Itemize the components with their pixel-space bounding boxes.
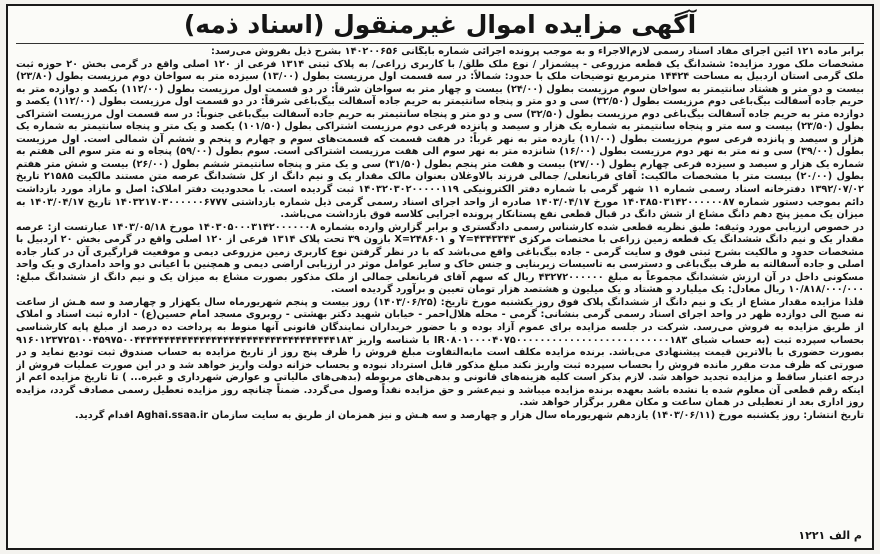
property-specs-label: مشخصات ملک مورد مزایده: bbox=[729, 58, 864, 70]
publish-date-paragraph: تاریخ انتشار: روز یکشنبه مورخ (۱۴۰۳/۰۶/۱۱) یازدهم شهریورماه سال هزار و چهارصد و سه هـش و نیز همزمان از طریق به سایت سازمان Aghai.ssaa.ir اقدام گردید. bbox=[74, 409, 864, 421]
appraisal-text: طبق نظریه قطعی شده کارشناس رسمی دادگستری و برابر گزارش وارده بشماره ۱۴۰۳۰۵۰۰۰۳۱۴۲۰۰۰۰۰۰۸ مورخ ۱۴۰۳/۰۵/۱۸ عبارتست از: عرصه مقدار یک و نیم دانگ ششدانگ یک قطعه زمین زراعی با مختصات مرکزی Y=۴۳۴۳۳۴۳ و X=۲۴۸۶۰۱ بازون ۳۹ تحت پلاک ۱۳۱۴ فرعی از ۱۲۰ اصلی واقع در گرمی بخش ۲۰ اردبیل با مشخصات حدود و مالکیت بشرح ثبتی فوق و سایت گرمی - جاده بیگ‌باغی واقع می‌باشد که با در نظر گرفتن نوع کاربری زمین مزروعی دیمی و موقعیت قرارگیری آن در کنار جاده اصلی و جاده آسفالته به طرف بیگ‌باغی و دسترسی به تاسیسات زیربنایی و جنس خاک و سایر عوامل موثر در ارزیابی اراضی دیمی و همچنین با اعیانی دو واحد دامداری و یک واحد مسکونی داخل در آن ارزش ششدانگ مجموعاً به مبلغ ۴۳۲۷۲۰۰۰۰۰۰ ریال که سهم آقای قربانعلی جمالی از ملک مذکور بصورت مشاع به میزان یک و نیم دانگ از ششدانگ مبلغ: ۱۰/۸۱۸/۰۰۰/۰۰۰ ریال معادل: یک میلیارد و هشتاد و یک میلیون و هشتصد هزار تومان تعیین و برآورد گردیده است. bbox=[16, 221, 864, 296]
notice-frame bbox=[6, 4, 874, 550]
auction-paragraph: فلذا مزایده مقدار مشاع از یک و نیم دانگ از ششدانگ پلاک فوق روز یکشنبه مورخ تاریخ: (۱۴۰۳/۰۶/۲۵) روز بیست و پنجم شهریورماه سال یکهزار و چهارصد و سه هـش از ساعت نه صبح الی دوازده ظهر در واحد اجرای اسناد رسمی گرمی بنشانی: گرمی - محله هلال‌احمر - خیابان شهید دکتر بهشتی - روبروی مسجد امام حسین(ع) - اداره ثبت اسناد و املاک از طریق مزایده به فروش می‌رسد. شرکت در جلسه مزایده برای عموم آزاد بوده و با حضور خریداران نمایندگان قانونی آنها منوط به پرداخت ده درصد از مبلغ پایه کارشناسی بحساب سپرده ثبت (به حساب شبای IR۰۸۰۱۰۰۰۰۴۰۷۵۰۰۰۰۰۰۰۰۰۰۰۰۰۰۰۰۰۰۰۰۰۰۰۰۰۰۱۸۳ با شناسه واریز ۹۱۶۰۱۲۳۷۲۵۱۰۰۴۵۹۷۵۰۰۴۴۴۴۴۴۴۴۴۴۴۴۴۴۴۴۴۴۴۴۴۴۴۴۴۴۴۴۴۴۴۴۴۴۱۸۳ بصورت حضوری با بالاترین قیمت پیشنهادی می‌باشد. برنده مزایده مکلف است مابه‌التفاوت مبلغ فروش را ظرف پنج روز از تاریخ مزایده به حساب صندوق ثبت تودیع نماید و در صورتی که ظرف مدت مقرر مانده فروش را بحساب سپرده ثبت واریز نکند مبلغ مذکور قابل استرداد نبوده و بحساب خزانه دولت واریز خواهد شد و در این صورت عملیات فروش از درجه اعتبار ساقط و مزایده تجدید خواهد شد. لازم بذکر است کلیه هزینه‌های قانونی و بدهی‌های مربوطه (بدهی‌های مالیاتی و عوارض شهرداری و غیره... ) تا تاریخ مزایده اعم از اینکه رقم قطعی آن معلوم شده یا نشده باشد بعهده برنده مزایده میباشد و نیم‌عشر و حق مزایده نقداً وصول می‌گردد. ضمناً چنانچه روز مزایده تعطیل رسمی مصادف گردد، مزایده روز اداری بعد از تعطیلی در همان ساعت و مکان مقرر برگزار خواهد شد. bbox=[16, 296, 864, 409]
property-specs-paragraph bbox=[16, 59, 864, 222]
appraisal-label: در خصوص ارزیابی مورد وثیقه: bbox=[714, 221, 864, 233]
intro-paragraph: برابر ماده ۱۲۱ آئین اجرای مفاد اسناد رسمی لازم‌الاجراء و به موجب پرونده اجرائی شماره بایگانی ۱۴۰۲۰۰۶۵۶ بشرح ذیل بفروش می‌رسد: bbox=[211, 46, 864, 57]
property-specs-text: ششدانگ یک قطعه مزروعی - پیشمزار / نوع ملک طلق/ با کاربری زراعی/ به پلاک ثبتی ۱۳۱۴ فرعی از ۱۲۰ اصلی واقع در گرمی بخش ۲۰ حوزه ثبت ملک گرمی استان اردبیل به مساحت ۱۴۴۲۴ مترمربع توضیحات ملک با حدود: شمالاً: در سه قسمت اول مرزیست بطول (۱۳/۰۰) سیزده متر به سواخان دوم مرزیست بطول (۲۳/۸۰) بیست و دو متر و هشتاد سانتیمتر به سواخان سوم مرزیست بطول (۲۴/۰۰) بیست و چهار متر به سواخان شرقاً: در دو قسمت اول مرزیست بطول (۱۱۲/۰۰) یکصد و دوازده متر به حریم جاده آسفالت بیگ‌باغی دوم مرزیست بطول (۳۲/۵۰) سی و دو متر و پنجاه سانتیمتر به حریم جاده آسفالت بیگ‌باغی شرقاً: در دو قسمت اول مرزیست بطول (۱۱۲/۰۰) یکصد و دوازده متر به حریم جاده آسفالت بیگ‌باغی دوم مرزیست بطول (۳۲/۵۰) سی و دو متر و پنجاه سانتیمتر به حریم جاده آسفالت بیگ‌باغی جنوباً: در سه قسمت اول مرزیست اشتراکی بطول (۲۳/۵۰) بیست و سه متر و پنجاه سانتیمتر به شماره یک هزار و سیصد و پانزده فرعی دوم مرزیست اشتراکی بطول (۱۰۱/۵۰) یکصد و یک متر و پنجاه سانتیمتر به شماره یک هزار و سیصد و پانزده فرعی سوم مرزیست بطول (۱۱/۰۰) یازده متر به نهر غرباً: در هفت قسمت که قسمت‌های سوم و چهارم و پنجم و ششم آن شمالی است. اول مرزیست بطول (۳۹/۰۰) سی و نه متر به نهر دوم مرزیست بطول (۱۶/۰۰) شانزده متر به نهر سوم الی هفت مرزیست اشتراکی است. سوم بطول (۵۹/۰۰) پنجاه و نه متر سوم الی هفتم به شماره یک هزار و سیصد و سیزده فرعی چهارم بطول (۲۷/۰۰) بیست و هفت متر پنجم بطول (۳۱/۵۰) سی و یک متر و پنجاه سانتیمتر ششم بطول (۲۶/۰۰) بیست و شش متر هفتم بطول (۲۰/۰۰) بیست متر با مشخصات مالکیت: آقای قربانعلی/ جمالی فرزند بالاوغلان بعنوان مالک مقدار یک و نیم دانگ از کل ششدانگ عرصه متن مستند مالکیت ۲۱۵۸۵ تاریخ ۱۳۹۲/۰۷/۰۲ دفترخانه اسناد رسمی شماره ۱۱ شهر گرمی با شماره دفتر الکترونیکی ۱۴۰۳۲۰۳۰۲۰۰۰۰۰۱۱۹ ثبت گردیده است. با محدودیت دفتر املاک: اصل و مازاد مورد بازداشت دائم بموجب دستور شماره ۱۴۰۳۸۵۰۳۱۴۲۰۰۰۰۰۰۸۷ مورخ ۱۴۰۳/۰۴/۱۷ صادره از واحد اجرای اسناد رسمی گرمی ذیل شماره بازداشتی ۱۴۰۳۲۱۷۰۳۰۰۰۰۰۰۶۷۷۷ تاریخ ۱۴۰۳/۰۴/۱۷ به میزان یک ممیز پنج دهم دانگ مشاع از شش دانگ در قبال قطعی نفع پستانکار پرونده اجرایی کلاسه فوق بازداشت می‌باشد. bbox=[16, 58, 864, 221]
notice-code: م الف ۱۲۲۱ bbox=[798, 529, 862, 542]
appraisal-paragraph bbox=[16, 222, 864, 297]
title-divider bbox=[16, 43, 864, 44]
notice-title: آگهی مزایده اموال غیرمنقول (اسناد ذمه) bbox=[183, 10, 697, 39]
notice-body bbox=[16, 46, 864, 540]
